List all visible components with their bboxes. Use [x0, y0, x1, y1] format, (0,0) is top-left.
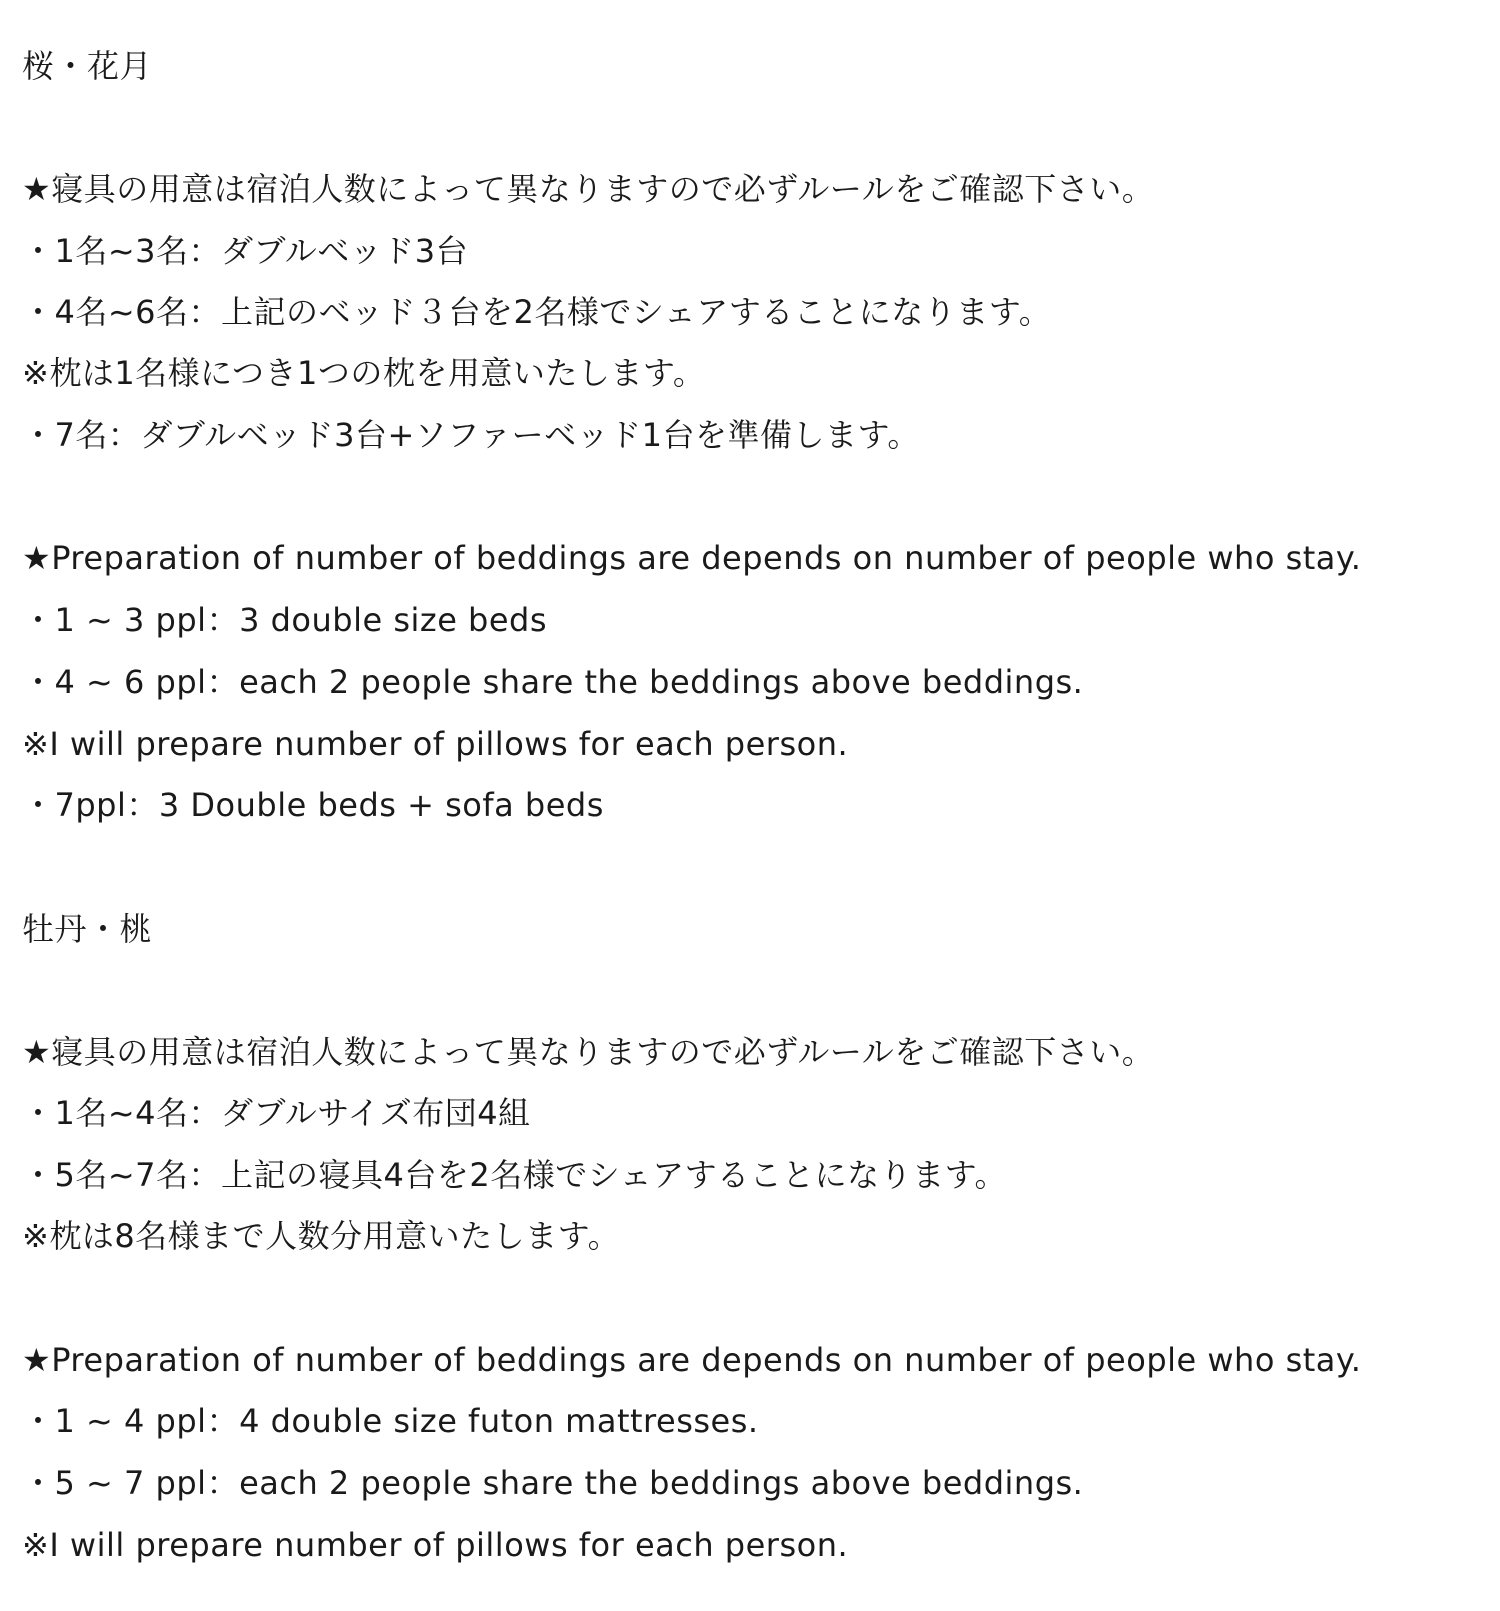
jp-rule-line: ・4名~6名：上記のベッド３台を2名様でシェアすることになります。	[22, 293, 1052, 331]
en-heading: ★Preparation of number of beddings are depends on number of people who stay.	[22, 1341, 1362, 1379]
room-title-botan-momo: 牡丹・桃	[22, 910, 153, 948]
en-heading: ★Preparation of number of beddings are depends on number of people who stay.	[22, 539, 1362, 577]
en-note-line: ※I will prepare number of pillows for each person.	[22, 725, 849, 763]
jp-rule-line: ・5名~7名：上記の寝具4台を2名様でシェアすることになります。	[22, 1156, 1008, 1194]
en-note-line: ※I will prepare number of pillows for each person.	[22, 1526, 849, 1564]
en-rule-line: ・7ppl：3 Double beds + sofa beds	[22, 786, 604, 824]
en-rule-line: ・1 ~ 3 ppl：3 double size beds	[22, 601, 548, 639]
jp-heading: ★寝具の用意は宿泊人数によって異なりますので必ずルールをご確認下さい。	[22, 170, 1155, 208]
jp-heading: ★寝具の用意は宿泊人数によって異なりますので必ずルールをご確認下さい。	[22, 1033, 1155, 1071]
en-rule-line: ・1 ~ 4 ppl：4 double size futon mattresses.	[22, 1402, 759, 1440]
en-rule-line: ・4 ~ 6 ppl：each 2 people share the beddings above beddings.	[22, 663, 1084, 701]
en-rule-line: ・5 ~ 7 ppl：each 2 people share the beddings above beddings.	[22, 1464, 1084, 1502]
jp-rule-line: ・1名~3名：ダブルベッド3台	[22, 232, 469, 270]
jp-rule-line: ・1名~4名：ダブルサイズ布団4組	[22, 1094, 531, 1132]
jp-note-line: ※枕は1名様につき1つの枕を用意いたします。	[22, 354, 706, 392]
jp-note-line: ※枕は8名様まで人数分用意いたします。	[22, 1217, 621, 1255]
jp-rule-line: ・7名：ダブルベッド3台+ソファーベッド1台を準備します。	[22, 416, 920, 454]
room-title-sakura-kagetsu: 桜・花月	[22, 47, 153, 85]
